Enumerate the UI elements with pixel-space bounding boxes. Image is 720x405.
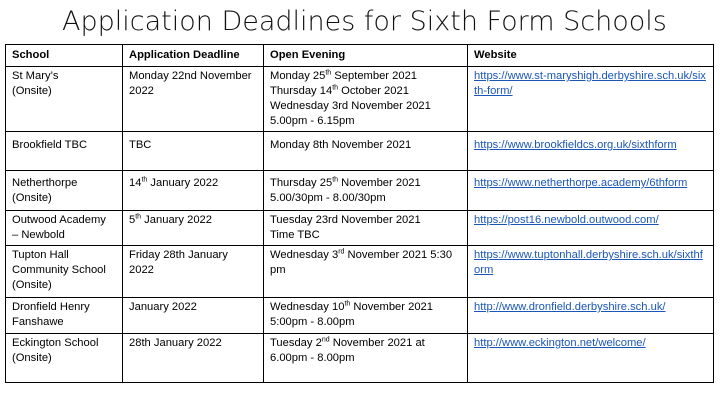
school-name-line: (Onsite) (12, 279, 52, 291)
table-row (6, 211, 714, 246)
school-name-line: Dronfield Henry (12, 301, 90, 313)
deadline-line: 14th January 2022 (129, 176, 219, 189)
open-evening-line: 5:00pm - 8.00pm (270, 316, 355, 328)
school-name-line: Eckington School (12, 337, 99, 349)
website-link[interactable]: https://www.st-maryshigh.derbyshire.sch.uk/sixth-form/ (474, 70, 706, 97)
cell-website (468, 67, 714, 132)
open-evening-line: Time TBC (270, 229, 320, 241)
cell-open-evening (264, 132, 468, 171)
cell-open-evening (264, 67, 468, 132)
school-name-line: (Onsite) (12, 352, 52, 364)
cell-website (468, 246, 714, 298)
page-title: Application Deadlines for Sixth Form Schools (62, 6, 667, 37)
cell-open-evening (264, 334, 468, 383)
school-name-line: Fanshawe (12, 316, 64, 328)
cell-deadline (123, 171, 264, 211)
cell-school (6, 171, 123, 211)
deadline-line: 5th January 2022 (129, 213, 212, 226)
website-link[interactable]: http://www.dronfield.derbyshire.sch.uk/ (474, 301, 666, 313)
open-evening-line: Monday 8th November 2021 (270, 139, 412, 151)
header-open-evening: Open Evening (264, 45, 468, 67)
open-evening-line: 6.00pm - 8.00pm (270, 352, 355, 364)
website-link[interactable]: http://www.eckington.net/welcome/ (474, 337, 646, 349)
cell-open-evening (264, 211, 468, 246)
cell-school (6, 246, 123, 298)
open-evening-line: pm (270, 264, 286, 276)
school-name-line: Netherthorpe (12, 177, 78, 189)
cell-website (468, 171, 714, 211)
cell-deadline (123, 246, 264, 298)
deadline-line: January 2022 (129, 301, 197, 313)
cell-school (6, 132, 123, 171)
school-name-line: Tupton Hall (12, 249, 69, 261)
school-name-line: Brookfield TBC (12, 139, 88, 151)
open-evening-line: 5.00/30pm - 8.00/30pm (270, 192, 386, 204)
table-row (6, 298, 714, 334)
cell-website (468, 298, 714, 334)
open-evening-line: Thursday 14th October 2021 (270, 84, 409, 97)
cell-website (468, 334, 714, 383)
open-evening-line: Thursday 25th November 2021 (270, 176, 421, 189)
open-evening-line: 5.00pm - 6.15pm (270, 115, 355, 127)
deadline-line: 28th January 2022 (129, 337, 222, 349)
open-evening-line: Monday 25th September 2021 (270, 69, 418, 82)
school-name-line: (Onsite) (12, 192, 52, 204)
table-row (6, 67, 714, 132)
open-evening-line: Wednesday 3rd November 2021 (270, 100, 431, 112)
open-evening-line: Wednesday 10th November 2021 (270, 300, 433, 313)
cell-deadline (123, 298, 264, 334)
deadlines-table (5, 44, 714, 383)
school-name-line: Outwood Academy (12, 214, 106, 226)
website-link[interactable]: https://post16.newbold.outwood.com/ (474, 214, 659, 226)
deadline-line: 2022 (129, 85, 154, 97)
cell-open-evening (264, 298, 468, 334)
cell-open-evening (264, 171, 468, 211)
cell-school (6, 211, 123, 246)
cell-deadline (123, 211, 264, 246)
open-evening-line: Tuesday 2nd November 2021 at (270, 336, 425, 349)
website-link[interactable]: https://www.netherthorpe.academy/6thform (474, 177, 688, 189)
table-row (6, 334, 714, 383)
deadline-line: Monday 22nd November (129, 70, 252, 82)
cell-website (468, 211, 714, 246)
table-row (6, 132, 714, 171)
cell-school (6, 334, 123, 383)
cell-deadline (123, 67, 264, 132)
header-school: School (6, 45, 123, 67)
table-row (6, 246, 714, 298)
website-link[interactable]: https://www.tuptonhall.derbyshire.sch.uk/sixthform (474, 249, 703, 276)
open-evening-line: Tuesday 23rd November 2021 (270, 214, 421, 226)
table-row (6, 171, 714, 211)
open-evening-line: Wednesday 3rd November 2021 5:30 (270, 248, 453, 261)
cell-school (6, 298, 123, 334)
deadline-line: TBC (129, 139, 152, 151)
cell-school (6, 67, 123, 132)
header-deadline: Application Deadline (123, 45, 264, 67)
cell-open-evening (264, 246, 468, 298)
deadline-line: Friday 28th January (129, 249, 228, 261)
cell-deadline (123, 132, 264, 171)
cell-website (468, 132, 714, 171)
cell-deadline (123, 334, 264, 383)
table-header-row (6, 45, 714, 67)
school-name-line: St Mary’s (12, 70, 59, 82)
school-name-line: – Newbold (12, 229, 65, 241)
header-website: Website (468, 45, 714, 67)
school-name-line: Community School (12, 264, 106, 276)
website-link[interactable]: https://www.brookfieldcs.org.uk/sixthform (474, 139, 677, 151)
deadline-line: 2022 (129, 264, 154, 276)
school-name-line: (Onsite) (12, 85, 52, 97)
